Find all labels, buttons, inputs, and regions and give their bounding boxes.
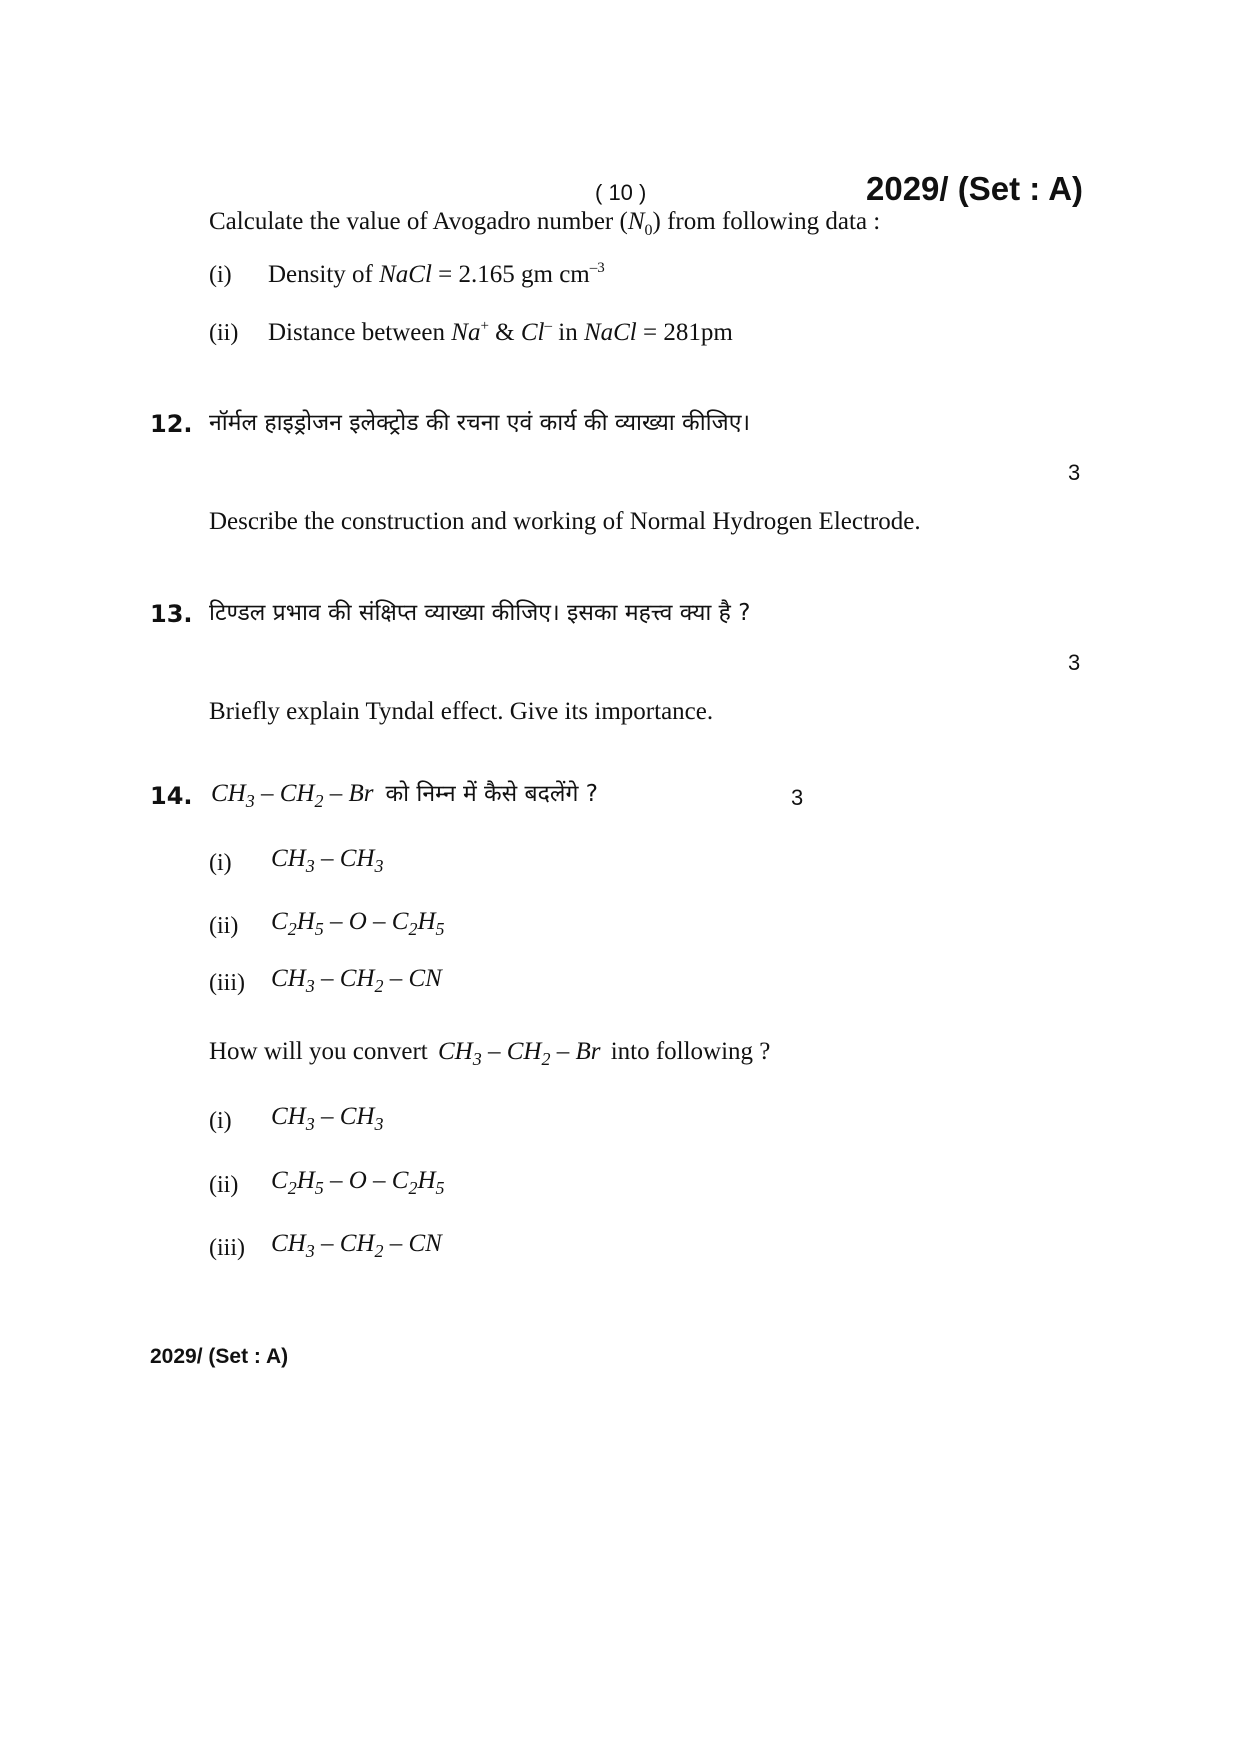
q14-hindi-suffix: को निम्न में कैसे बदलेंगे ? bbox=[385, 781, 598, 807]
q11-item-2-nacl: NaCl bbox=[583, 319, 637, 346]
set-code-header: 2029/ (Set : A) bbox=[866, 170, 1084, 207]
q11-item-1-text-b: = 2.165 gm cm bbox=[431, 261, 590, 288]
q11-item-2-amp: & bbox=[488, 319, 521, 346]
q14-opt-3-num: (iii) bbox=[209, 970, 245, 996]
q14-en-opt-3-num: (iii) bbox=[209, 1235, 245, 1261]
q14-e1-p0: CH bbox=[271, 1103, 306, 1130]
q14-o2-p0: C bbox=[271, 908, 288, 935]
q14-number: 14. bbox=[150, 782, 193, 810]
q11-item-2-num: (ii) bbox=[209, 320, 239, 346]
q14-en-opt-1-num: (i) bbox=[209, 1108, 232, 1134]
q14-ef-p3: 2 bbox=[541, 1049, 551, 1069]
q14-en-opt-2-formula bbox=[271, 1167, 445, 1199]
q14-ef-p2: – CH bbox=[481, 1038, 542, 1065]
page-number: ( 10 ) bbox=[595, 180, 647, 205]
q14-o1-p0: CH bbox=[271, 845, 306, 872]
q14-o2-p1: 2 bbox=[287, 919, 297, 939]
q14-e2-p0: C bbox=[271, 1167, 288, 1194]
q14-e1-p3: 3 bbox=[374, 1114, 384, 1134]
q14-hindi-line bbox=[211, 776, 598, 812]
q11-item-1 bbox=[268, 260, 605, 289]
q14-e2-p7: 5 bbox=[435, 1178, 445, 1198]
q14-fm-p4: – Br bbox=[323, 780, 374, 807]
q14-e3-p2: – CH bbox=[314, 1230, 375, 1257]
q13-marks: 3 bbox=[1068, 650, 1081, 675]
q14-o3-p1: 3 bbox=[305, 976, 315, 996]
q14-o1-p1: 3 bbox=[305, 856, 315, 876]
q14-e3-p3: 2 bbox=[374, 1241, 384, 1261]
q14-fm-p0: CH bbox=[211, 780, 246, 807]
q14-ef-p0: CH bbox=[437, 1038, 473, 1065]
q14-en-opt-1-formula bbox=[271, 1103, 383, 1135]
q11-intro-prefix: Calculate the value of Avogadro number ( bbox=[209, 208, 628, 235]
q14-opt-2-num: (ii) bbox=[209, 913, 239, 939]
q11-item-2-cl-sup: – bbox=[544, 318, 552, 334]
q14-e1-p2: – CH bbox=[314, 1103, 375, 1130]
q14-opt-2-formula bbox=[271, 908, 445, 940]
q14-o1-p3: 3 bbox=[374, 856, 384, 876]
q11-item-2-cl: Cl bbox=[520, 319, 545, 346]
q13-english: Briefly explain Tyndal effect. Give its importance. bbox=[209, 698, 714, 725]
q11-item-1-sup: –3 bbox=[589, 260, 605, 276]
q14-o1-p2: – CH bbox=[314, 845, 375, 872]
q14-e2-p5: 2 bbox=[408, 1178, 418, 1198]
q12-hindi: नॉर्मल हाइड्रोजन इलेक्ट्रोड की रचना एवं कार्य की व्याख्या कीजिए। bbox=[209, 410, 751, 436]
q14-fm-p1: 3 bbox=[245, 791, 255, 811]
q14-fm-p3: 2 bbox=[314, 791, 324, 811]
q14-e2-p6: H bbox=[417, 1167, 436, 1194]
q11-item-1-num: (i) bbox=[209, 262, 232, 288]
q14-o3-p3: 2 bbox=[374, 976, 384, 996]
q14-o3-p0: CH bbox=[271, 965, 306, 992]
q14-english-suffix: into following ? bbox=[610, 1038, 771, 1065]
q14-e3-p0: CH bbox=[271, 1230, 306, 1257]
q12-number: 12. bbox=[150, 410, 193, 438]
q12-english: Describe the construction and working of Normal Hydrogen Electrode. bbox=[209, 508, 921, 535]
q14-english-formula bbox=[437, 1038, 601, 1069]
q11-item-2 bbox=[268, 318, 733, 347]
q14-ef-p4: – Br bbox=[550, 1038, 601, 1065]
q11-item-2-text-a: Distance between bbox=[268, 319, 452, 346]
q14-o2-p6: H bbox=[417, 908, 436, 935]
q11-n-symbol: N bbox=[627, 208, 645, 235]
q11-n-sub: 0 bbox=[644, 222, 653, 239]
q14-en-opt-2-num: (ii) bbox=[209, 1172, 239, 1198]
q11-item-2-text-b: = 281pm bbox=[636, 319, 733, 346]
q13-hindi: टिण्डल प्रभाव की संक्षिप्त व्याख्या कीजिए। इसका महत्त्व क्या है ? bbox=[209, 600, 751, 626]
q14-english-prefix: How will you convert bbox=[209, 1038, 428, 1065]
q11-item-2-text-in: in bbox=[552, 319, 584, 346]
q14-o2-p5: 2 bbox=[408, 919, 418, 939]
q14-marks: 3 bbox=[791, 785, 804, 810]
q12-marks: 3 bbox=[1068, 460, 1081, 485]
q14-e2-p3: 5 bbox=[314, 1178, 324, 1198]
q14-e1-p1: 3 bbox=[305, 1114, 315, 1134]
q14-fm-p2: – CH bbox=[254, 780, 315, 807]
q11-item-1-text-a: Density of bbox=[268, 261, 380, 288]
q11-item-1-formula: NaCl bbox=[379, 261, 432, 288]
q14-en-opt-3-formula bbox=[271, 1230, 442, 1262]
q14-o2-p3: 5 bbox=[314, 919, 324, 939]
q11-intro-suffix: ) from following data : bbox=[652, 208, 881, 235]
q14-e2-p2: H bbox=[296, 1167, 315, 1194]
q14-o2-p4: – O – C bbox=[323, 908, 409, 935]
q11-item-2-na: Na bbox=[451, 319, 481, 346]
q13-number: 13. bbox=[150, 600, 193, 628]
q14-ef-p1: 3 bbox=[472, 1049, 482, 1069]
q14-english-line bbox=[209, 1038, 770, 1070]
q14-opt-3-formula bbox=[271, 965, 442, 997]
q14-o3-p2: – CH bbox=[314, 965, 375, 992]
q14-e3-p1: 3 bbox=[305, 1241, 315, 1261]
q11-item-2-na-sup: + bbox=[480, 318, 489, 334]
q14-formula-main bbox=[211, 780, 374, 811]
q14-o2-p2: H bbox=[296, 908, 315, 935]
q14-o3-p4: – CN bbox=[383, 965, 442, 992]
q14-opt-1-num: (i) bbox=[209, 850, 232, 876]
q14-e2-p4: – O – C bbox=[323, 1167, 409, 1194]
q14-e2-p1: 2 bbox=[287, 1178, 297, 1198]
set-code-footer: 2029/ (Set : A) bbox=[150, 1345, 289, 1368]
q11-intro bbox=[209, 208, 880, 240]
q14-o2-p7: 5 bbox=[435, 919, 445, 939]
q14-e3-p4: – CN bbox=[383, 1230, 442, 1257]
q14-opt-1-formula bbox=[271, 845, 383, 877]
